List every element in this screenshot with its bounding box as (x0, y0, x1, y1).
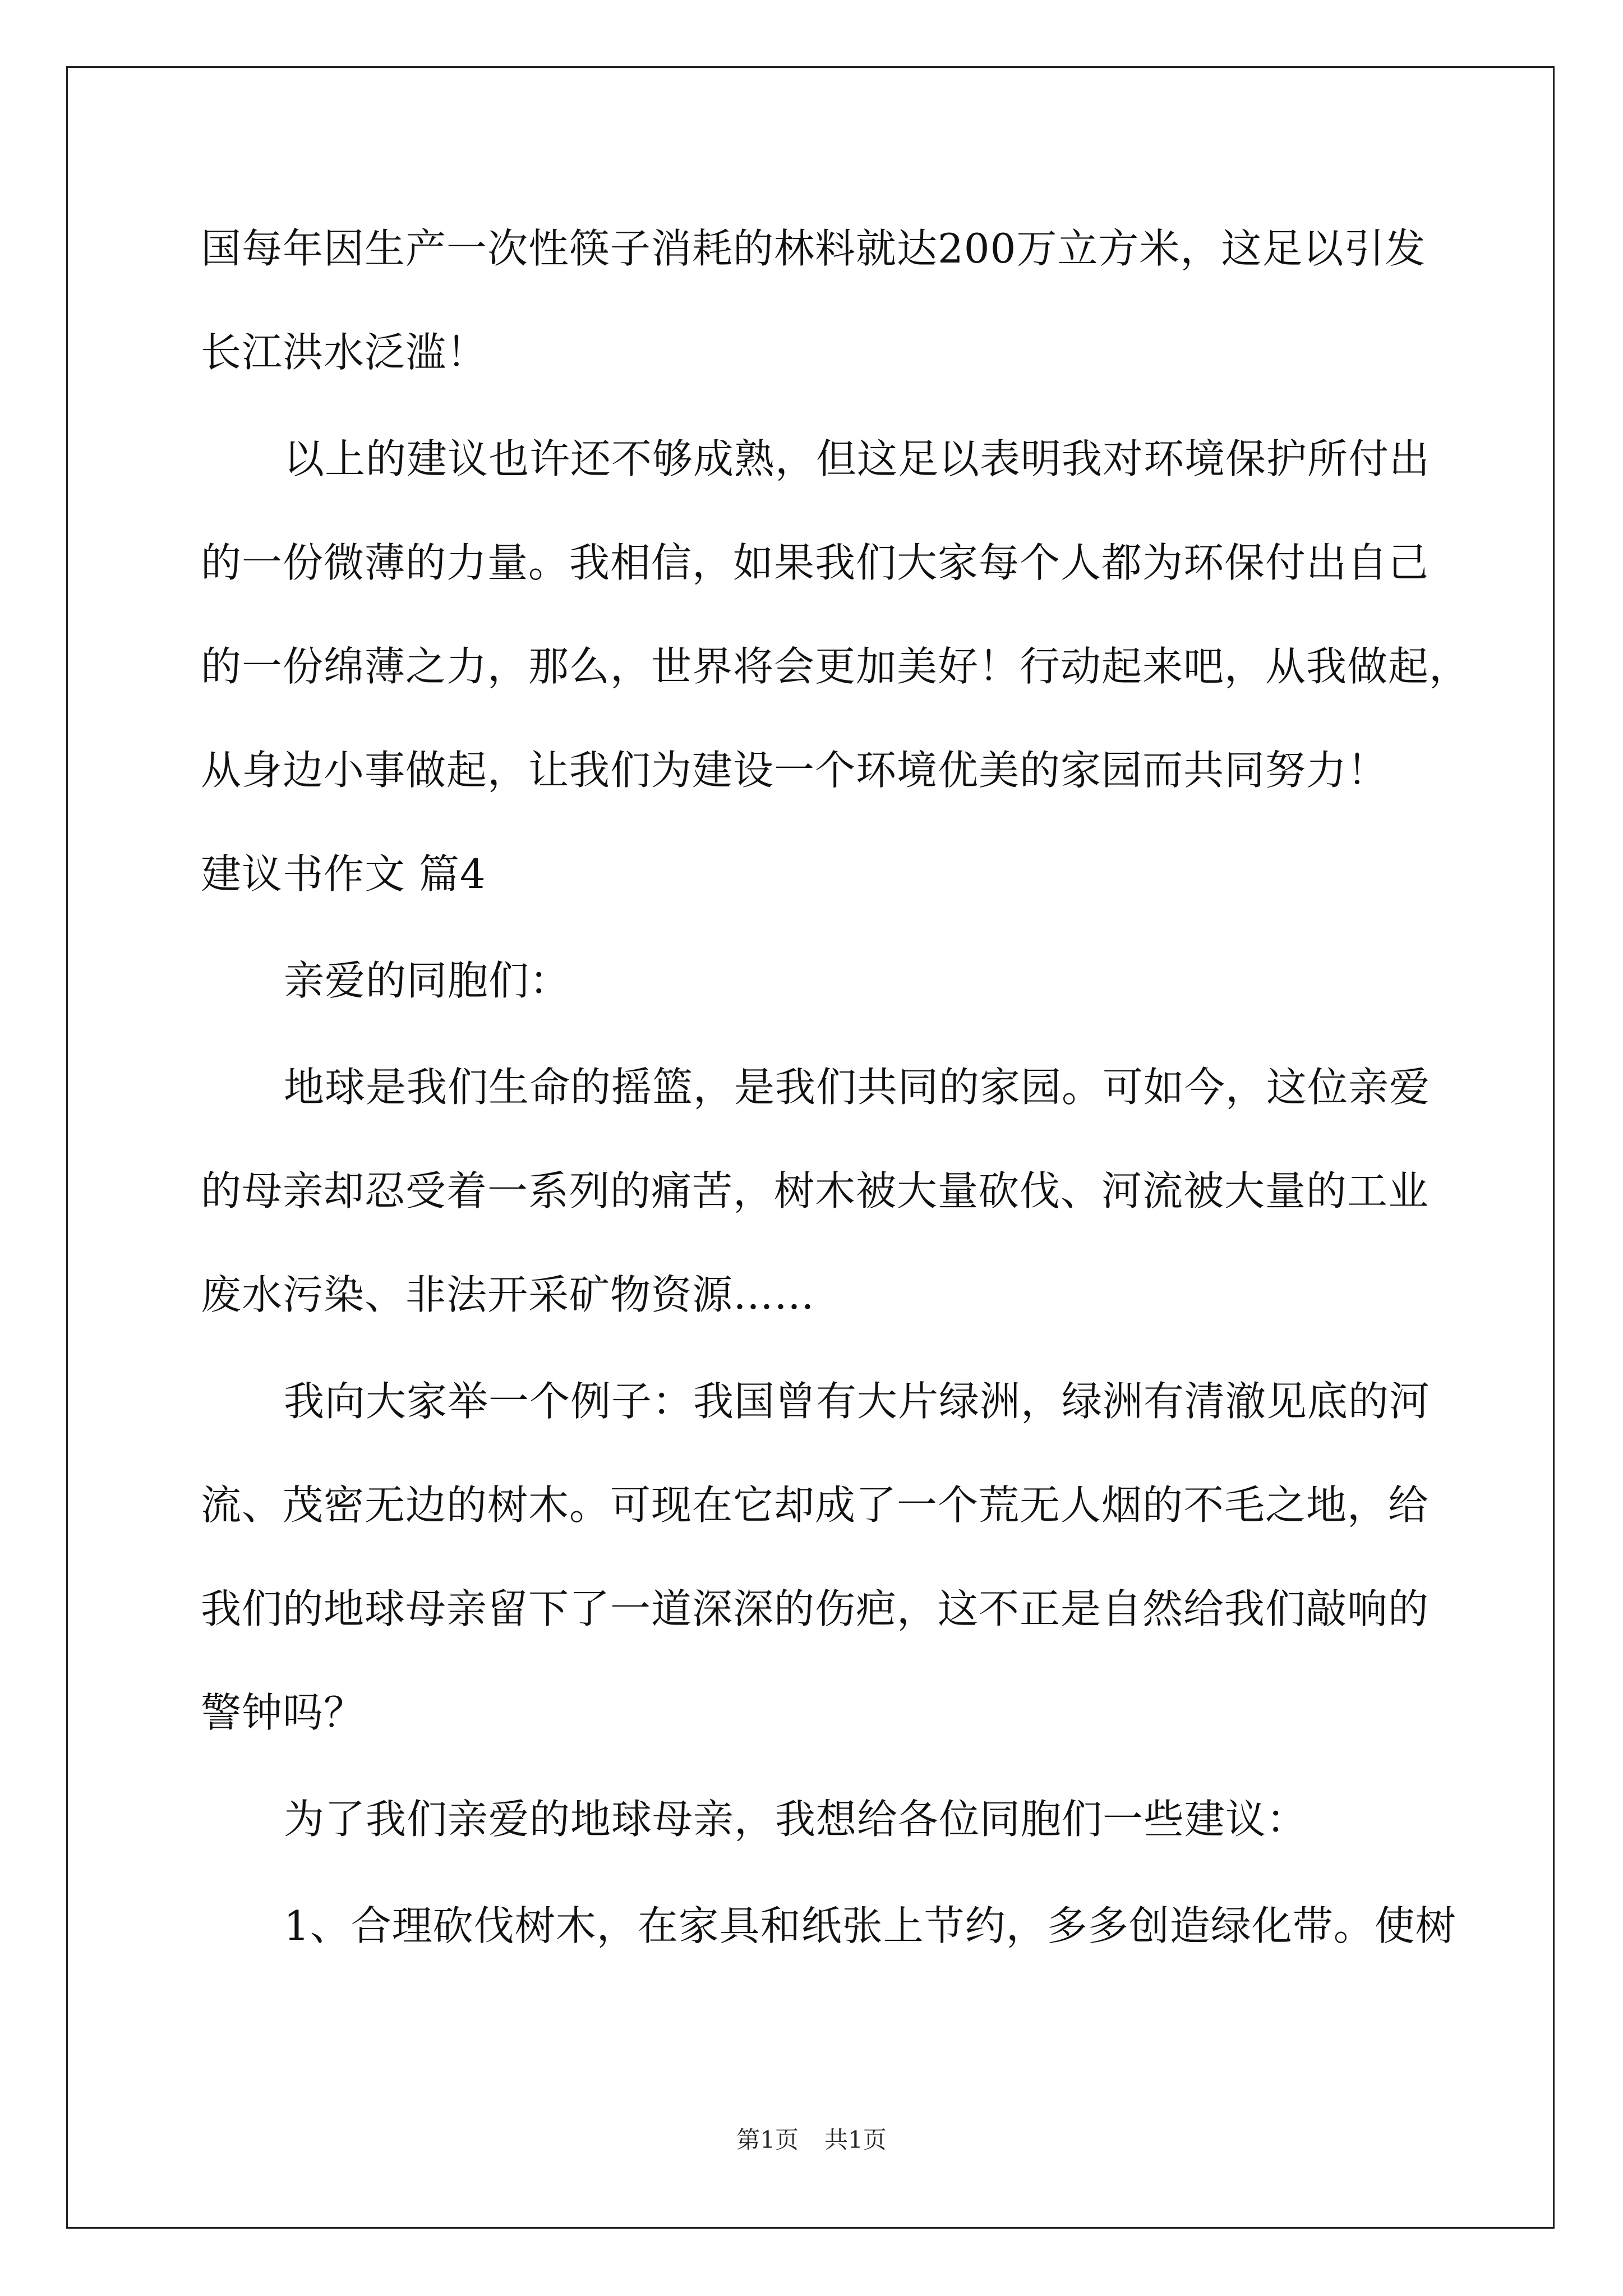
paragraph-4-line-3: 我们的地球母亲留下了一道深深的伤疤，这不正是自然给我们敲响的 (201, 1585, 1430, 1632)
salutation: 亲爱的同胞们： (284, 957, 571, 1004)
paragraph-6-line-1: 1、合理砍伐树木，在家具和纸张上节约，多多创造绿化带。使树 (284, 1902, 1456, 1949)
paragraph-3-line-3: 废水污染、非法开采矿物资源…… (201, 1271, 815, 1318)
paragraph-2-line-3: 的一份绵薄之力，那么，世界将会更加美好！行动起来吧，从我做起， (201, 643, 1470, 690)
page-footer (0, 2126, 1623, 2154)
paragraph-2-line-4: 从身边小事做起，让我们为建设一个环境优美的家园而共同努力！ (201, 747, 1389, 794)
paragraph-4-line-2: 流、茂密无边的树木。可现在它却成了一个荒无人烟的不毛之地，给 (201, 1481, 1430, 1529)
paragraph-3-line-1: 地球是我们生命的摇篮，是我们共同的家园。可如今，这位亲爱 (284, 1064, 1431, 1111)
paragraph-4-line-1: 我向大家举一个例子：我国曾有大片绿洲，绿洲有清澈见底的河 (284, 1378, 1431, 1425)
section-heading: 建议书作文 篇4 (201, 850, 486, 898)
paragraph-3-line-2: 的母亲却忍受着一系列的痛苦，树木被大量砍伐、河流被大量的工业 (201, 1167, 1430, 1214)
page-number-total: 共1页 (824, 2126, 887, 2154)
paragraph-5-line-1: 为了我们亲爱的地球母亲，我想给各位同胞们一些建议： (284, 1796, 1308, 1843)
paragraph-2-line-2: 的一份微薄的力量。我相信，如果我们大家每个人都为环保付出自己 (201, 539, 1430, 586)
paragraph-4-line-4: 警钟吗？ (201, 1689, 365, 1736)
paragraph-2-line-1: 以上的建议也许还不够成熟，但这足以表明我对环境保护所付出 (284, 435, 1431, 482)
paragraph-1-line-2: 长江洪水泛滥！ (201, 329, 488, 376)
page-number-current: 第1页 (736, 2126, 799, 2154)
paragraph-1-line-1: 国每年因生产一次性筷子消耗的林料就达200万立方米，这足以引发 (201, 225, 1426, 272)
